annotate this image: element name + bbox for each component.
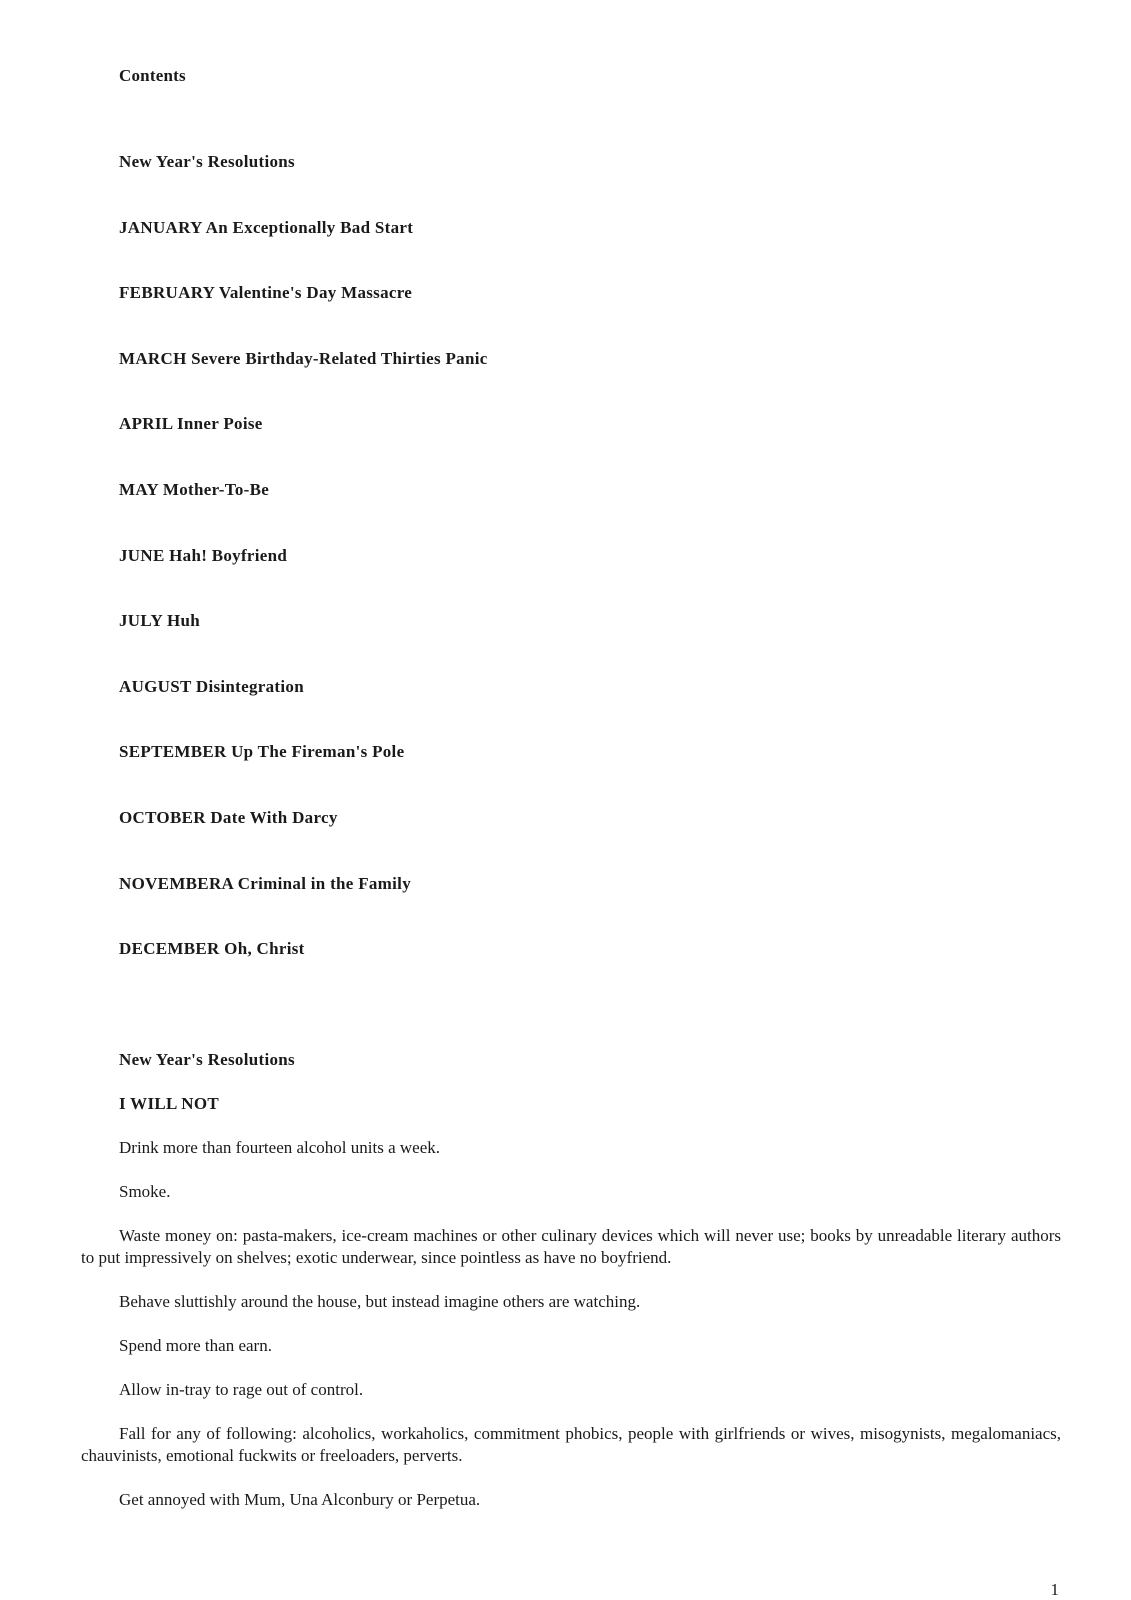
toc-item-february: FEBRUARY Valentine's Day Massacre: [119, 283, 413, 303]
toc-item-october: OCTOBER Date With Darcy: [119, 807, 338, 827]
toc-item-september: SEPTEMBER Up The Fireman's Pole: [119, 742, 405, 762]
toc-item-july: JULY Huh: [119, 611, 200, 631]
resolution-paragraph: Fall for any of following: alcoholics, workaholics, commitment phobics, people with girlfriends or wives, misogynists, megalomaniacs, chauvinists, emotional fuckwits or freeloaders, perverts.: [81, 1424, 1061, 1465]
toc-item-resolutions: New Year's Resolutions: [119, 152, 295, 171]
resolution-paragraph: Drink more than fourteen alcohol units a week.: [119, 1138, 441, 1157]
toc-item-august: AUGUST Disintegration: [119, 676, 304, 696]
page-number: 1: [1050, 1580, 1059, 1599]
resolutions-section: [81, 1050, 1061, 1511]
resolution-paragraph: Get annoyed with Mum, Una Alconbury or Perpetua.: [119, 1490, 481, 1509]
section-subheading: I WILL NOT: [119, 1094, 220, 1113]
resolution-paragraph: Spend more than earn.: [119, 1336, 272, 1355]
contents-title: Contents: [119, 66, 186, 85]
toc-item-december: DECEMBER Oh, Christ: [119, 939, 305, 959]
section-heading: New Year's Resolutions: [119, 1050, 295, 1069]
resolution-paragraph: Allow in-tray to rage out of control.: [119, 1380, 364, 1399]
toc-item-april: APRIL Inner Poise: [119, 414, 263, 434]
toc-item-march: MARCH Severe Birthday-Related Thirties Panic: [119, 348, 488, 368]
toc-item-january: JANUARY An Exceptionally Bad Start: [119, 217, 414, 237]
toc-item-may: MAY Mother-To-Be: [119, 479, 270, 499]
resolution-paragraph: Waste money on: pasta-makers, ice-cream machines or other culinary devices which will never use; books by unreadable literary authors to put impressively on shelves; exotic underwear, since pointless as have no boyfriend.: [81, 1226, 1061, 1267]
toc-item-june: JUNE Hah! Boyfriend: [119, 545, 288, 565]
resolution-paragraph: Smoke.: [119, 1182, 171, 1201]
resolution-paragraph: Behave sluttishly around the house, but instead imagine others are watching.: [119, 1292, 641, 1311]
toc-item-november: NOVEMBERA Criminal in the Family: [119, 873, 411, 893]
table-of-contents: [119, 152, 488, 1005]
